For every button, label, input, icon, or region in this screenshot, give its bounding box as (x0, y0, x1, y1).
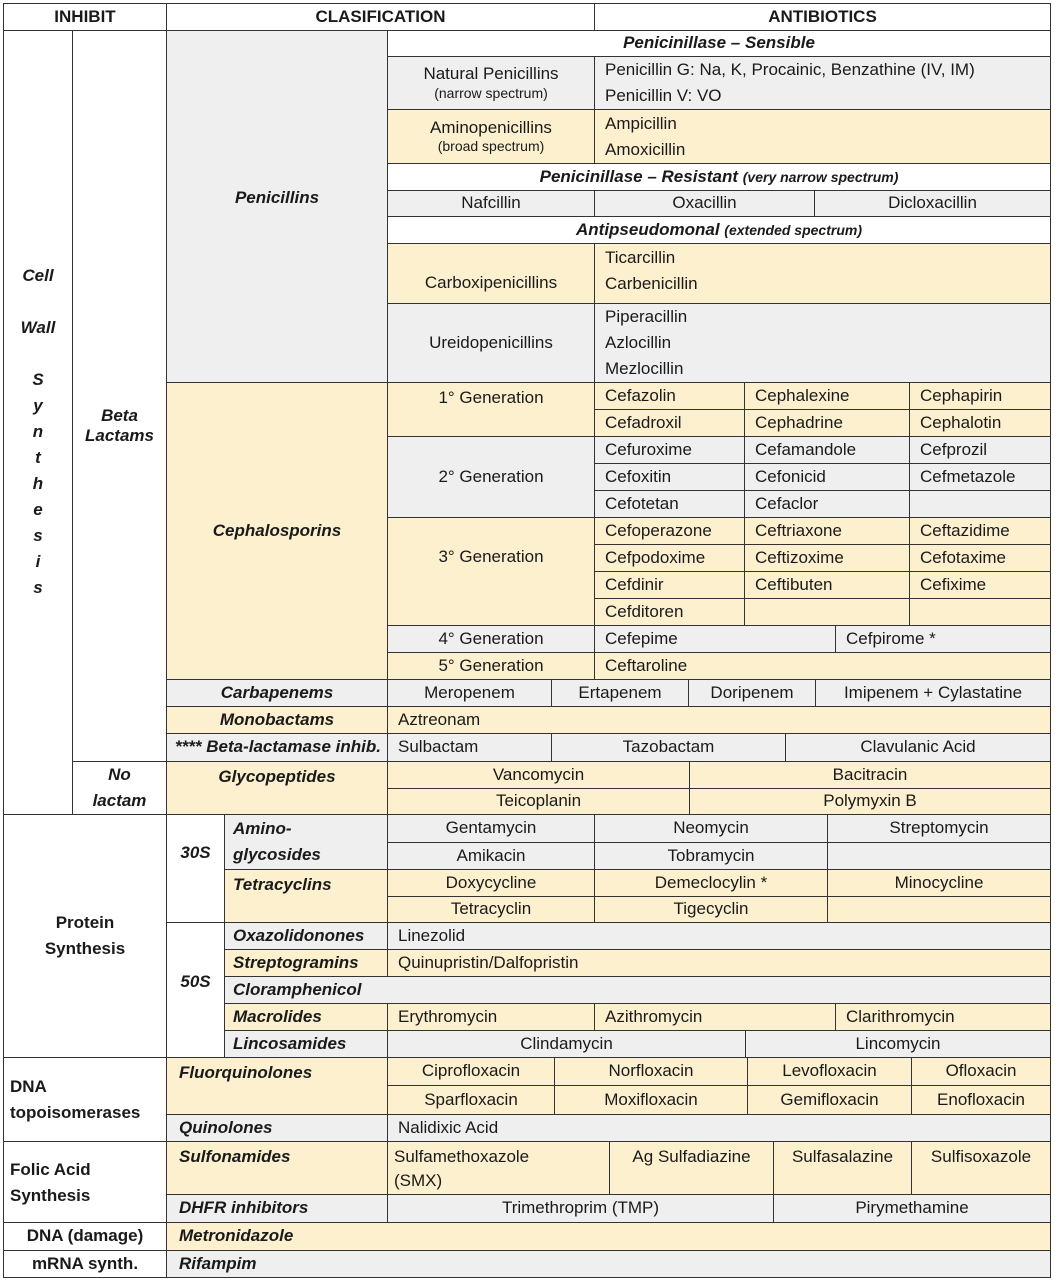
drug-cell: Bacitracin (689, 761, 1051, 789)
drug-cell: Demeclocylin * (594, 869, 828, 897)
drugs-carboxipenicillins: Ticarcillin Carbenicillin (594, 243, 1051, 304)
drug-cell: Quinupristin/Dalfopristin (387, 949, 1051, 977)
drug-cell: Ceftaroline (594, 652, 1051, 680)
drug-cell: Dicloxacillin (814, 190, 1051, 217)
target-dna-topoisomerases: DNA topoisomerases (3, 1057, 167, 1142)
cephalosporin-gen2: 2° Generation (387, 436, 595, 518)
drug-cell: Cefotaxime (909, 544, 1051, 572)
cephalosporin-gen5: 5° Generation (387, 652, 595, 680)
group-no-lactam: No lactam (72, 761, 167, 815)
drug-cell: Ceftizoxime (744, 544, 910, 572)
drug-cell-empty (827, 896, 1051, 923)
target-folic-acid-synthesis: Folic Acid Synthesis (3, 1141, 167, 1223)
class-streptogramins: Streptogramins (224, 949, 388, 977)
drug-cell: Gemifloxacin (747, 1085, 912, 1115)
drug-cell: Tobramycin (594, 842, 828, 870)
drug-cell: Vancomycin (387, 761, 690, 789)
drug-metronidazole: Metronidazole (166, 1222, 1051, 1251)
drug-cell: Levofloxacin (747, 1057, 912, 1086)
drug-cell: Doxycycline (387, 869, 595, 897)
drug-cell: Clavulanic Acid (785, 733, 1051, 762)
ribosome-30s: 30S (166, 814, 225, 923)
drug-cell: Neomycin (594, 814, 828, 843)
drug-cell: Tetracyclin (387, 896, 595, 923)
drug-cell: Teicoplanin (387, 788, 690, 815)
class-macrolides: Macrolides (224, 1003, 388, 1031)
drug-rifampim: Rifampim (166, 1250, 1051, 1278)
target-dna-damage: DNA (damage) (3, 1222, 167, 1251)
class-beta-lactamase-inhibitors: **** Beta-lactamase inhib. (166, 733, 388, 762)
drug-cell: Cefprozil (909, 436, 1051, 464)
drug-cell: Nafcillin (387, 190, 595, 217)
class-fluoroquinolones: Fluorquinolones (166, 1057, 388, 1115)
drug-cell: Doripenem (688, 679, 816, 707)
drug-cell: Clindamycin (387, 1030, 746, 1058)
drug-cell-empty (744, 598, 910, 626)
drug-cell: Trimethroprim (TMP) (387, 1194, 774, 1223)
drug-cell: Cephalotin (909, 409, 1051, 437)
drug-cell: Ceftriaxone (744, 517, 910, 545)
class-tetracyclins: Tetracyclins (224, 869, 388, 923)
drug-cell: Sulfisoxazole (911, 1141, 1051, 1195)
drug-cell: Oxacillin (594, 190, 815, 217)
drug-cell: Cefpodoxime (594, 544, 745, 572)
drug-cell: Cefazolin (594, 382, 745, 410)
drug-cell: Cephalexine (744, 382, 910, 410)
drugs-ureidopenicillins: Piperacillin Azlocillin Mezlocillin (594, 303, 1051, 383)
drug-cell: Clarithromycin (835, 1003, 1051, 1031)
subclass-carboxipenicillins: Carboxipenicillins (387, 243, 595, 304)
class-sulfonamides: Sulfonamides (166, 1141, 388, 1195)
cephalosporin-gen4: 4° Generation (387, 625, 595, 653)
drug-cell: Nalidixic Acid (387, 1114, 1051, 1142)
drug-cell: Cefoxitin (594, 463, 745, 491)
drug-cell: Cefuroxime (594, 436, 745, 464)
drug-cell: Ofloxacin (911, 1057, 1051, 1086)
class-dhfr-inhibitors: DHFR inhibitors (166, 1194, 388, 1223)
drug-cell: Enofloxacin (911, 1085, 1051, 1115)
drug-cell: Cefpirome * (835, 625, 1051, 653)
drug-cell: Ceftazidime (909, 517, 1051, 545)
drug-cell: Tazobactam (551, 733, 786, 762)
drug-cell: Sulfasalazine (773, 1141, 912, 1195)
drug-cell: Cefadroxil (594, 409, 745, 437)
target-mrna-synthesis: mRNA synth. (3, 1250, 167, 1278)
drug-cell: Erythromycin (387, 1003, 595, 1031)
class-aminoglycosides: Amino- glycosides (224, 814, 388, 870)
cephalosporin-gen3: 3° Generation (387, 517, 595, 626)
target-cell-wall-synthesis: Cell Wall S y n t h e s i s (3, 30, 73, 815)
subclass-aminopenicillins: Aminopenicillins (broad spectrum) (387, 109, 595, 164)
drug-cell: Cefdinir (594, 571, 745, 599)
drug-cell: Gentamycin (387, 814, 595, 843)
subclass-natural-penicillins: Natural Penicillins (narrow spectrum) (387, 56, 595, 110)
target-protein-synthesis: Protein Synthesis (3, 814, 167, 1058)
class-quinolones: Quinolones (166, 1114, 388, 1142)
drug-cell: Cephapirin (909, 382, 1051, 410)
class-carbapenems: Carbapenems (166, 679, 388, 707)
group-beta-lactams: Beta Lactams (72, 30, 167, 762)
drug-cell: Cefotetan (594, 490, 745, 518)
drug-cell: Cefonicid (744, 463, 910, 491)
drug-cell: Cephadrine (744, 409, 910, 437)
class-penicillins: Penicillins (166, 30, 388, 383)
drug-cell: Meropenem (387, 679, 552, 707)
drug-cell: Lincomycin (745, 1030, 1051, 1058)
drug-cell: Aztreonam (387, 706, 1051, 734)
drug-cell: Cefixime (909, 571, 1051, 599)
drug-cell: Polymyxin B (689, 788, 1051, 815)
header-inhibit: INHIBIT (3, 3, 167, 31)
drug-cell: Tigecyclin (594, 896, 828, 923)
header-antibiotics: ANTIBIOTICS (594, 3, 1051, 31)
drug-cell: Ertapenem (551, 679, 689, 707)
drug-cell: Ciprofloxacin (387, 1057, 555, 1086)
drug-cell: Cefepime (594, 625, 836, 653)
drug-cell: Cefditoren (594, 598, 745, 626)
drugs-natural-penicillins: Penicillin G: Na, K, Procainic, Benzathine (IV, IM) Penicillin V: VO (594, 56, 1051, 110)
class-cephalosporins: Cephalosporins (166, 382, 388, 680)
drug-cell: Azithromycin (594, 1003, 836, 1031)
class-lincosamides: Lincosamides (224, 1030, 388, 1058)
ribosome-50s: 50S (166, 922, 225, 1058)
drug-cell: Sparfloxacin (387, 1085, 555, 1115)
drug-cell: Norfloxacin (554, 1057, 748, 1086)
class-chloramphenicol: Cloramphenicol (224, 976, 1051, 1004)
drug-cell: Imipenem + Cylastatine (815, 679, 1051, 707)
drug-cell: Moxifloxacin (554, 1085, 748, 1115)
drug-cell: Minocycline (827, 869, 1051, 897)
drug-cell: Ceftibuten (744, 571, 910, 599)
subheader-penicillinase-resistant: Penicinillase – Resistant (very narrow spectrum) (387, 163, 1051, 191)
class-oxazolidinones: Oxazolidonones (224, 922, 388, 950)
drug-cell-empty (909, 598, 1051, 626)
drug-cell: Cefamandole (744, 436, 910, 464)
drug-cell: Pirymethamine (773, 1194, 1051, 1223)
class-glycopeptides: Glycopeptides (166, 761, 388, 815)
drug-cell: Sulbactam (387, 733, 552, 762)
class-monobactams: Monobactams (166, 706, 388, 734)
drug-cell: Ag Sulfadiazine (609, 1141, 774, 1195)
subheader-penicillinase-sensible: Penicinillase – Sensible (387, 30, 1051, 57)
drug-cell: Cefoperazone (594, 517, 745, 545)
drug-cell-empty (909, 490, 1051, 518)
drug-cell: Linezolid (387, 922, 1051, 950)
subheader-antipseudomonal: Antipseudomonal (extended spectrum) (387, 216, 1051, 244)
header-classification: CLASIFICATION (166, 3, 595, 31)
drug-cell: Cefaclor (744, 490, 910, 518)
subclass-ureidopenicillins: Ureidopenicillins (387, 303, 595, 383)
drug-cell-empty (827, 842, 1051, 870)
cephalosporin-gen1: 1° Generation (387, 382, 595, 437)
drug-cell: Cefmetazole (909, 463, 1051, 491)
drug-cell: Sulfamethoxazole (SMX) (387, 1141, 610, 1195)
drug-cell: Amikacin (387, 842, 595, 870)
drug-cell: Streptomycin (827, 814, 1051, 843)
drugs-aminopenicillins: Ampicillin Amoxicillin (594, 109, 1051, 164)
